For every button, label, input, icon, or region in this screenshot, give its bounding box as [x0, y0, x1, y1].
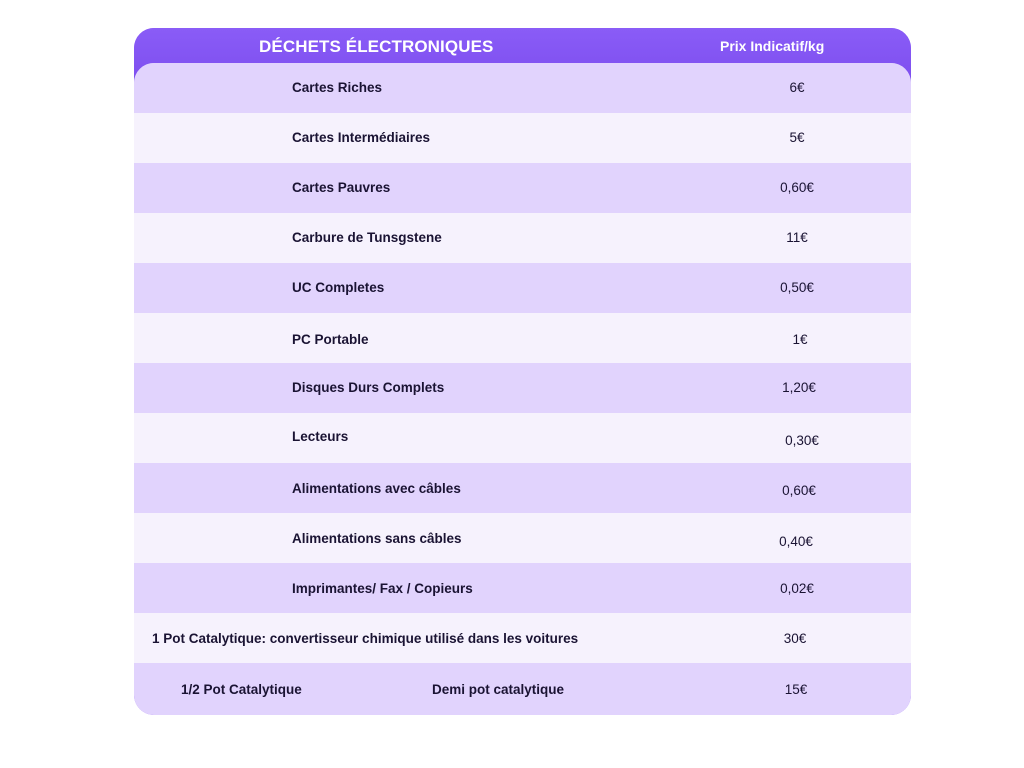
table-row [134, 363, 911, 413]
table-row [134, 413, 911, 463]
price-table [134, 28, 911, 715]
table-row [134, 663, 911, 715]
table-title: DÉCHETS ÉLECTRONIQUES [259, 37, 494, 56]
row-price: 15€ [784, 682, 808, 697]
row-label: Imprimantes/ Fax / Copieurs [292, 581, 473, 596]
row-label: Lecteurs [292, 429, 349, 444]
table-row [134, 613, 911, 663]
row-label: UC Completes [292, 280, 385, 295]
row-label: 1/2 Pot Catalytique [181, 682, 302, 697]
row-price: 30€ [783, 631, 807, 646]
row-label: Disques Durs Complets [292, 380, 445, 395]
table-row [134, 163, 911, 213]
row-price: 5€ [789, 130, 805, 145]
row-label: Carbure de Tunsgstene [292, 230, 442, 245]
row-price: 0,60€ [782, 483, 816, 498]
row-label: Alimentations sans câbles [292, 531, 462, 546]
row-price: 0,02€ [780, 581, 814, 596]
table-row [134, 263, 911, 313]
table-body [134, 63, 911, 715]
row-price: 11€ [786, 230, 808, 245]
row-label: PC Portable [292, 332, 369, 347]
row-label: Alimentations avec câbles [292, 481, 461, 496]
row-label: Cartes Riches [292, 80, 383, 95]
row-label: 1 Pot Catalytique: convertisseur chimique utilisé dans les voitures [152, 631, 579, 646]
row-price: 1€ [792, 332, 808, 347]
table-row [134, 213, 911, 263]
row-label: Cartes Intermédiaires [292, 130, 431, 145]
table-row [134, 63, 911, 113]
price-column-header: Prix Indicatif/kg [720, 38, 825, 54]
row-price: 0,60€ [780, 180, 814, 195]
row-price: 0,50€ [780, 280, 814, 295]
row-price: 6€ [789, 80, 805, 95]
table-row [134, 563, 911, 613]
row-note: Demi pot catalytique [432, 682, 565, 697]
table-row [134, 113, 911, 163]
row-label: Cartes Pauvres [292, 180, 391, 195]
table-row [134, 513, 911, 563]
row-price: 0,40€ [779, 534, 813, 549]
row-price: 1,20€ [782, 380, 816, 395]
table-row [134, 313, 911, 363]
table-row [134, 463, 911, 513]
row-price: 0,30€ [785, 433, 819, 448]
